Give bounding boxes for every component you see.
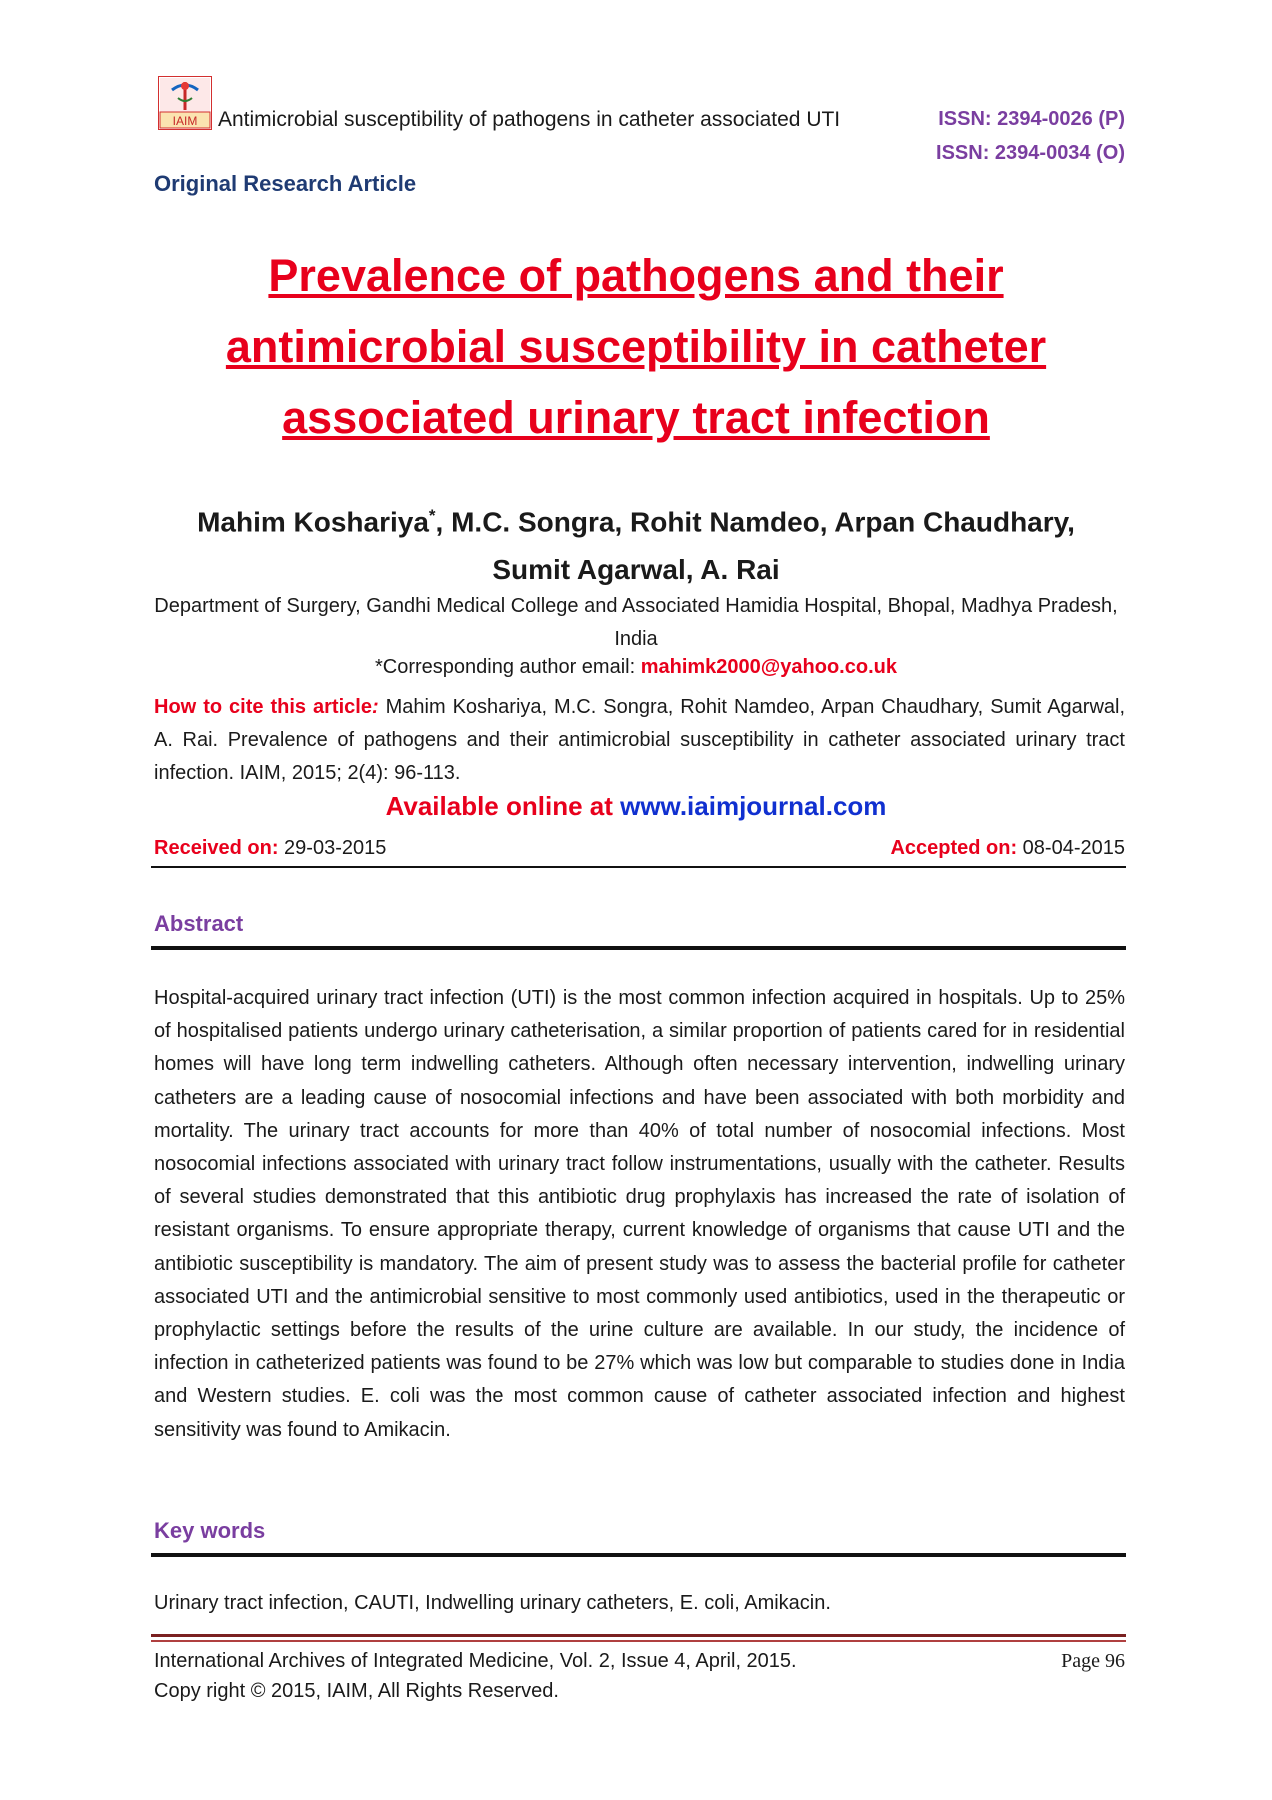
author-line-2: Sumit Agarwal, A. Rai: [492, 554, 780, 586]
abstract-text: Hospital-acquired urinary tract infection (UTI) is the most common infection acquired in hospitals. Up to 25% of hospitalised patients undergo urinary catheterisation, a similar proportion of patients cared for in residential homes will have long term indwelling catheters. Although often necessary intervention, indwelling urinary catheters are a leading cause of nosocomial infections and have been associated with both morbidity and mortality. The urinary tract accounts for more than 40% of total number of nosocomial infections. Most nosocomial infections associated with urinary tract follow instrumentations, usually with the catheter. Results of several studies demonstrated that this antibiotic drug prophylaxis has increased the rate of isolation of resistant organisms. To ensure appropriate therapy, current knowledge of organisms that cause UTI and the antibiotic susceptibility is mandatory. The aim of present study was to assess the bacterial profile for catheter associated UTI and the antimicrobial sensitive to most commonly used antibiotics, used in the therapeutic or prophylactic settings before the results of the urine culture are available. In our study, the incidence of infection in catheterized patients was found to be 27% which was low but comparable to studies done in India and Western studies. E. coli was the most common cause of catheter associated infection and highest sensitivity was found to Amikacin.: [154, 987, 1125, 1441]
accepted-value: 08-04-2015: [1017, 837, 1125, 859]
citation-text: Mahim Koshariya, M.C. Songra, Rohit Namdeo, Arpan Chaudhary, Sumit Agarwal, A. Rai. Prevalence of pathogens and their antimicrobial susceptibility in catheter associated urinary tract infection. IAIM, 2015; 2(4): 96-113.: [154, 696, 1126, 784]
accepted-label: Accepted on:: [890, 837, 1018, 859]
running-title: Antimicrobial susceptibility of pathogens in catheter associated UTI: [218, 108, 841, 131]
keywords-text: Urinary tract infection, CAUTI, Indwelling urinary catheters, E. coli, Amikacin.: [154, 1592, 831, 1614]
corresponding-mark: *: [428, 506, 436, 525]
title-line-2: antimicrobial susceptibility in catheter: [225, 321, 1047, 372]
citation-label: How to cite this article: [154, 696, 372, 718]
article-title: [120, 240, 1152, 453]
article-type: Original Research Article: [154, 171, 417, 196]
footer-rule: [151, 1634, 1126, 1637]
accepted-date: [890, 837, 1125, 860]
copyright: Copy right © 2015, IAIM, All Rights Reserved.: [154, 1680, 559, 1702]
citation-block: [154, 691, 1125, 790]
journal-url-link[interactable]: www.iaimjournal.com: [620, 791, 887, 821]
title-line-1: Prevalence of pathogens and their: [268, 250, 1004, 301]
corresponding-author: [120, 656, 1152, 679]
corresponding-label: *Corresponding author email:: [375, 656, 641, 678]
received-label: Received on:: [154, 837, 279, 859]
author-list: [120, 492, 1152, 594]
svg-text:IAIM: IAIM: [172, 114, 198, 128]
journal-footer: International Archives of Integrated Medicine, Vol. 2, Issue 4, April, 2015.: [154, 1650, 797, 1672]
received-value: 29-03-2015: [278, 837, 387, 859]
divider: [151, 866, 1126, 868]
abstract-heading: Abstract: [154, 911, 244, 936]
author-rest: , M.C. Songra, Rohit Namdeo, Arpan Chaudhary,: [435, 506, 1075, 538]
affiliation: Department of Surgery, Gandhi Medical College and Associated Hamidia Hospital, Bhopal, Madhya Pradesh, India: [154, 595, 1118, 650]
citation-colon: :: [371, 696, 379, 718]
author-email-link[interactable]: mahimk2000@yahoo.co.uk: [640, 656, 897, 678]
received-date: [154, 837, 386, 860]
issn-online: ISSN: 2394-0034 (O): [936, 142, 1125, 164]
availability-label: Available online at: [385, 791, 621, 821]
journal-logo: [158, 76, 212, 130]
author-first: Mahim Koshariya: [197, 506, 429, 538]
page-number: Page 96: [1061, 1650, 1125, 1672]
availability: [120, 791, 1152, 822]
footer-rule: [151, 1640, 1126, 1642]
issn-print: ISSN: 2394-0026 (P): [938, 108, 1125, 130]
title-line-3: associated urinary tract infection: [282, 392, 990, 443]
keywords-heading: Key words: [154, 1518, 266, 1543]
divider: [151, 1553, 1126, 1557]
divider: [151, 946, 1126, 950]
